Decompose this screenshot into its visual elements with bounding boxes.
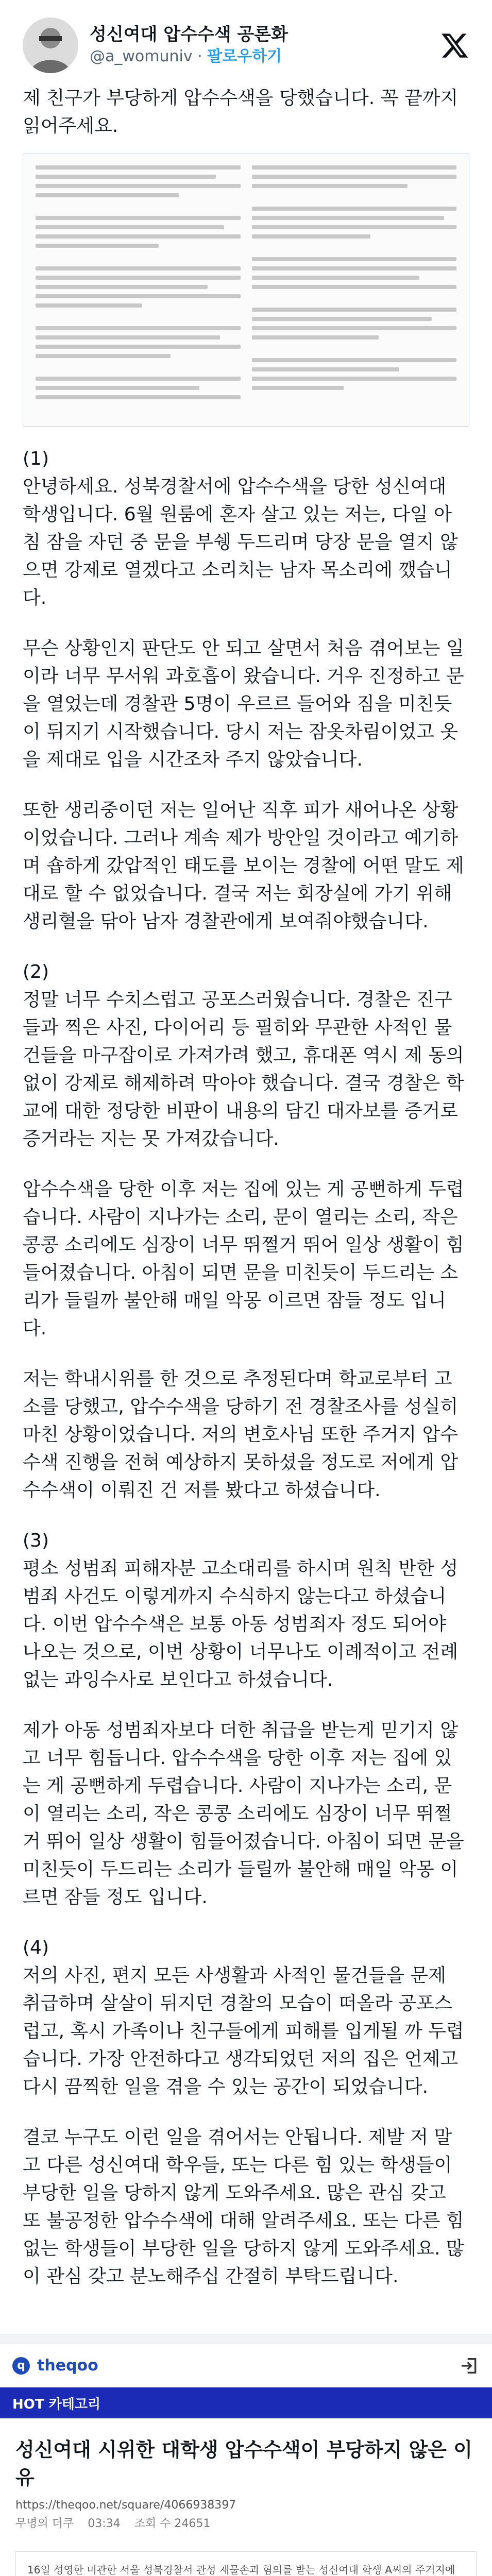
hot-category-label: HOT 카테고리 (12, 2396, 101, 2412)
article-url[interactable]: https://theqoo.net/square/4066938397 (15, 2499, 236, 2512)
section-divider (0, 2334, 492, 2344)
login-icon[interactable] (459, 2355, 480, 2376)
statement-paragraph: 또한 생리중이던 저는 일어난 직후 피가 새어나온 상황이었습니다. 그러나 계속 제가 방안일 것이라고 예기하며 숍하게 갔압적인 태도를 보이는 경찰에 어떤 말도 제대로 할 수 없었습니다. 결국 저는 회장실에 가기 위해 생리혈을 닦아 남자 경찰관에게 보여줘야했습니다. (23, 800, 464, 932)
statement-paragraph: 결코 누구도 이런 일을 겪어서는 안됩니다. 제발 저 말고 다른 성신여대 학우들, 또는 다른 힘 있는 학생들이 부당한 일을 당하지 않게 도와주세요. 많은 관심 갖고 또 불공정한 압수수색에 대해 알려주세요. 또는 다른 힘 없는 학생들이 부당한 일을 당하지 않게 도와주세요. 많이 관심 갖고 분노해주십 간절히 부탁드립니다. (23, 2127, 464, 2287)
article-time: 03:34 (88, 2517, 121, 2530)
theqoo-logo-text: theqoo (37, 2357, 98, 2375)
statement-paragraph: 제가 아동 성범죄자보다 더한 취급을 받는게 믿기지 않고 너무 힘듭니다. 압수수색을 당한 이후 저는 집에 있는 게 공뻔하게 두렵습니다. 사람이 지나가는 소리, 문이 열리는 소리, 작은 콩콩 소리에도 심장이 너무 뛰쩔거 뛰어 일상 생활이 힘들어졌습니다. 아침이 되면 문을 미친듯이 두드리는 소리가 들릴까 불안해 매일 악몽 이르면 잠들 정도 입니다. (23, 1720, 464, 1908)
statement-paragraph: 무슨 상황인지 판단도 안 되고 살면서 처음 겪어보는 일이라 너무 무서워 과호흡이 왔습니다. 거우 진정하고 문을 열었는데 경찰관 5명이 우르르 들어와 짐을 미친듯이 뒤지기 시작했습니다. 당시 저는 잠옷차림이었고 옷을 제대로 입을 시간조차 주지 않았습니다. (23, 638, 464, 770)
follow-button[interactable]: 팔로우하기 (207, 47, 282, 65)
statement-paragraph: 안녕하세요. 성북경찰서에 압수수색을 당한 성신여대 학생입니다. 6월 원룸에 혼자 살고 있는 저는, 다일 아침 잠을 자던 중 문을 부쉥 두드리며 당장 문을 열지 않으면 강제로 열겠다고 소리치는 남자 목소리에 깼습니다. (23, 476, 458, 608)
handle-separator: · (192, 47, 208, 65)
tweet-text: 제 친구가 부당하게 압수수색을 당했습니다. 꼭 끝까지 읽어주세요. (23, 88, 459, 137)
hot-category-bar[interactable] (0, 2387, 492, 2418)
account-subline (90, 46, 440, 67)
theqoo-header (0, 2344, 492, 2387)
section-number: (3) (23, 1530, 49, 1551)
theqoo-article (0, 2418, 492, 2576)
section-number: (1) (23, 448, 49, 469)
section-number: (4) (23, 1937, 49, 1958)
statement-paragraph: 저는 학내시위를 한 것으로 추정된다며 학교로부터 고소를 당했고, 압수수색을 당하기 전 경찰조사를 성실히 마친 상황이었습니다. 저의 변호사님 또한 주거지 압수수색 진행을 전혀 예상하지 못하셨을 정도로 저에게 압수수색이 이뤄진 건 저를 봤다고 하셨습니다. (23, 1368, 459, 1501)
section-number: (2) (23, 961, 49, 982)
tweet-header (23, 18, 469, 73)
theqoo-logo[interactable] (12, 2357, 459, 2375)
news-excerpt-text: 16일 성영한 미관한 서울 성북경찰서 관성 재물손괴 혐의를 받는 성신여대 학생 A씨의 주거지에 (27, 2564, 455, 2576)
x-logo-icon[interactable] (440, 31, 469, 60)
article-title: 성신여대 시위한 대학생 압수수색이 부당하지 않은 이유 (15, 2438, 472, 2489)
article-author: 무명의 더쿠 (15, 2517, 74, 2530)
account-name[interactable]: 성신여대 압수수색 공론화 (90, 24, 288, 45)
statement-paragraph: 저의 사진, 편지 모든 사생활과 사적인 물건들을 문제 취급하며 살살이 뒤지던 경찰의 모습이 떠올라 공포스럽고, 혹시 가족이나 친구들에게 피해를 입게될 까 두렵습니다. 가장 안전하다고 생각되었던 저의 집은 언제고 다시 끔찍한 일을 겪을 수 있는 공간이 되었습니다. (23, 1965, 464, 2097)
article-views: 조회 수 24651 (134, 2517, 211, 2530)
news-excerpt-image (15, 2551, 477, 2576)
statement-text (23, 445, 469, 2291)
account-handle[interactable]: @a_womuniv (90, 47, 193, 65)
statement-paragraph: 정말 너무 수치스럽고 공포스러웠습니다. 경찰은 진구들과 찍은 사진, 다이어리 등 필히와 무관한 사적인 물건들을 마구잡이로 가져가려 했고, 휴대폰 역시 제 동의없이 강제로 해제하려 막아야 했습니다. 결국 경찰은 학교에 대한 정당한 비판이 내용의 담긴 대자보를 증거로 증거라는 지는 못 가져갔습니다. (23, 989, 464, 1149)
tweet-attached-document-image[interactable] (23, 154, 469, 427)
statement-paragraph: 평소 성범죄 피해자분 고소대리를 하시며 원칙 반한 성범죄 사건도 이렇게까지 수식하지 않는다고 하셨습니다. 이번 압수수색은 보통 아동 성범죄자 정도 되어야 나오는 것으로, 이번 상황이 너무나도 이례적이고 전례 없는 과잉수사로 보인다고 하셨습니다. (23, 1558, 459, 1690)
document-left-column (36, 165, 241, 415)
article-meta (15, 2515, 477, 2531)
theqoo-logo-icon: q (12, 2357, 30, 2375)
masked-figure-avatar-icon[interactable] (23, 18, 78, 73)
statement-paragraph: 압수수색을 당한 이후 저는 집에 있는 게 공뻔하게 두렵습니다. 사람이 지나가는 소리, 문이 열리는 소리, 작은 콩콩 소리에도 심장이 너무 뛰쩔거 뛰어 일상 생활이 힘들어졌습니다. 아침이 되면 문을 미친듯이 두드리는 소리가 들릴까 불안해 매일 악몽 이르면 잠들 정도 입니다. (23, 1179, 464, 1339)
tweet-author (90, 23, 440, 67)
document-right-column (252, 165, 457, 415)
